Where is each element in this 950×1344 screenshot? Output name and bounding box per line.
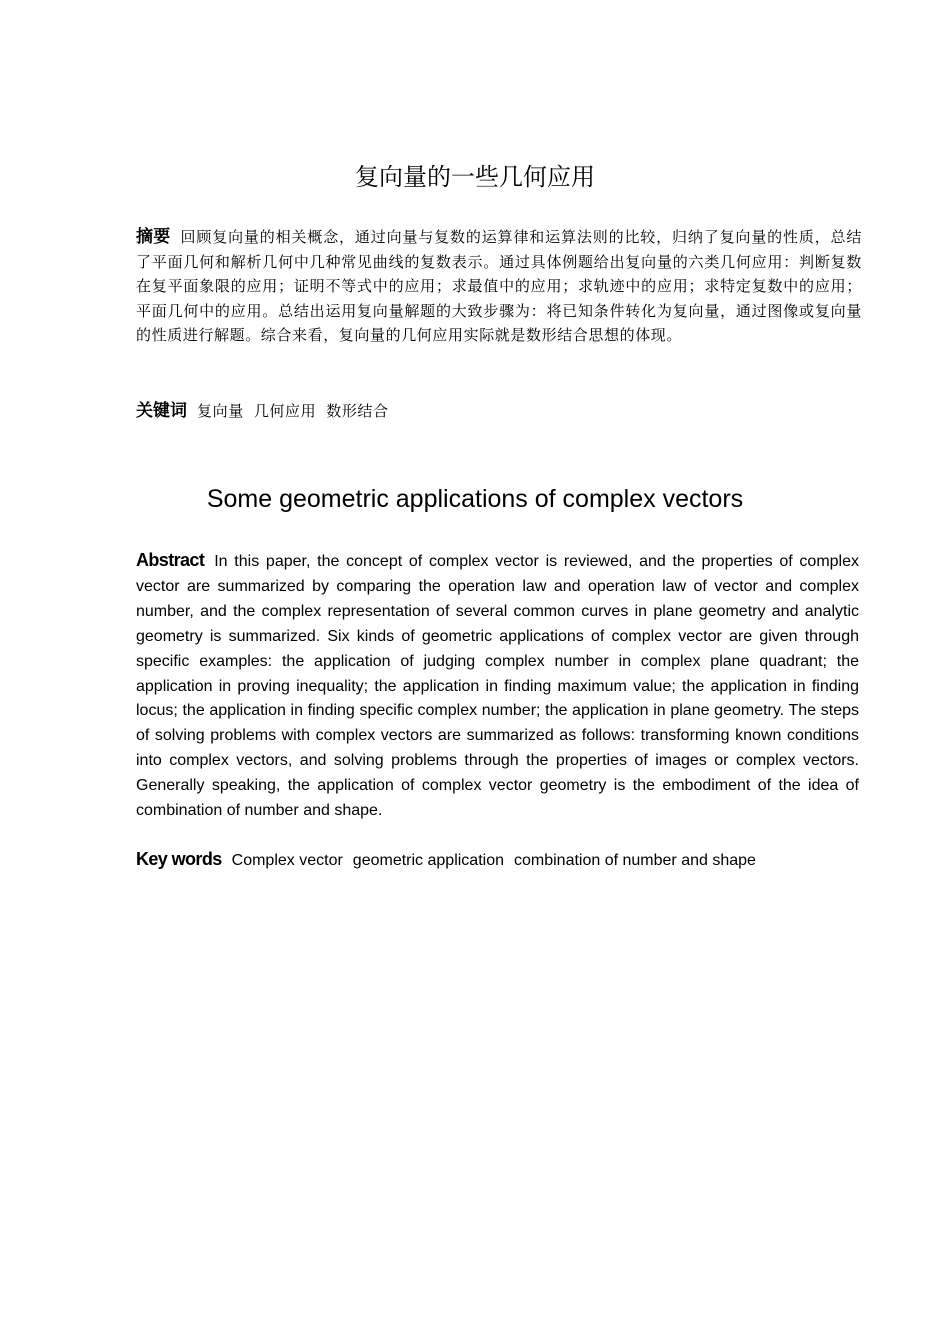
chinese-keyword: 复向量 (197, 402, 244, 420)
english-keyword: geometric application (352, 852, 504, 869)
chinese-keywords (136, 398, 862, 424)
chinese-abstract-label: 摘要 (136, 227, 171, 247)
chinese-title: 复向量的一些几何应用 (355, 163, 595, 191)
english-abstract-text: In this paper, the concept of complex vector is reviewed, and the properties of complex vector are summarized by comparing the operation law and operation law of vector and complex number, and the complex representation of several common curves in plane geometry and analytic geometry is summarized. Six kinds of geometric applications of complex vector are given through specific examples: the application of judging complex number in complex plane quadrant; the application in proving inequality; the application in finding maximum value; the application in finding locus; the application in finding specific complex number; the application in plane geometry. The steps of solving problems with complex vectors are summarized as follows: transforming known conditions into complex vectors, and solving problems through the properties of images or complex vectors. Generally speaking, the application of complex vector geometry is the embodiment of the idea of combination of number and shape. (136, 553, 859, 820)
english-abstract-label: Abstract (136, 550, 205, 570)
english-keywords-label: Key words (136, 849, 222, 869)
chinese-keyword: 几何应用 (253, 402, 317, 420)
english-keywords (136, 846, 859, 874)
english-keyword: Complex vector (231, 852, 343, 869)
chinese-abstract (136, 225, 862, 348)
chinese-keyword: 数形结合 (326, 402, 389, 420)
chinese-keywords-label: 关键词 (136, 401, 187, 421)
english-keyword: combination of number and shape (514, 852, 756, 869)
english-abstract (136, 548, 859, 824)
english-title: Some geometric applications of complex vectors (206, 485, 744, 513)
chinese-abstract-text: 回顾复向量的相关概念，通过向量与复数的运算律和运算法则的比较，归纳了复向量的性质，总结了平面几何和解析几何中几种常见曲线的复数表示。通过具体例题给出复向量的六类几何应用：判断复数在复平面象限的应用；证明不等式中的应用；求最值中的应用；求轨迹中的应用；求特定复数中的应用；平面几何中的应用。总结出运用复向量解题的大致步骤为：将已知条件转化为复向量，通过图像或复向量的性质进行解题。综合来看，复向量的几何应用实际就是数形结合思想的体现。 (136, 228, 862, 344)
